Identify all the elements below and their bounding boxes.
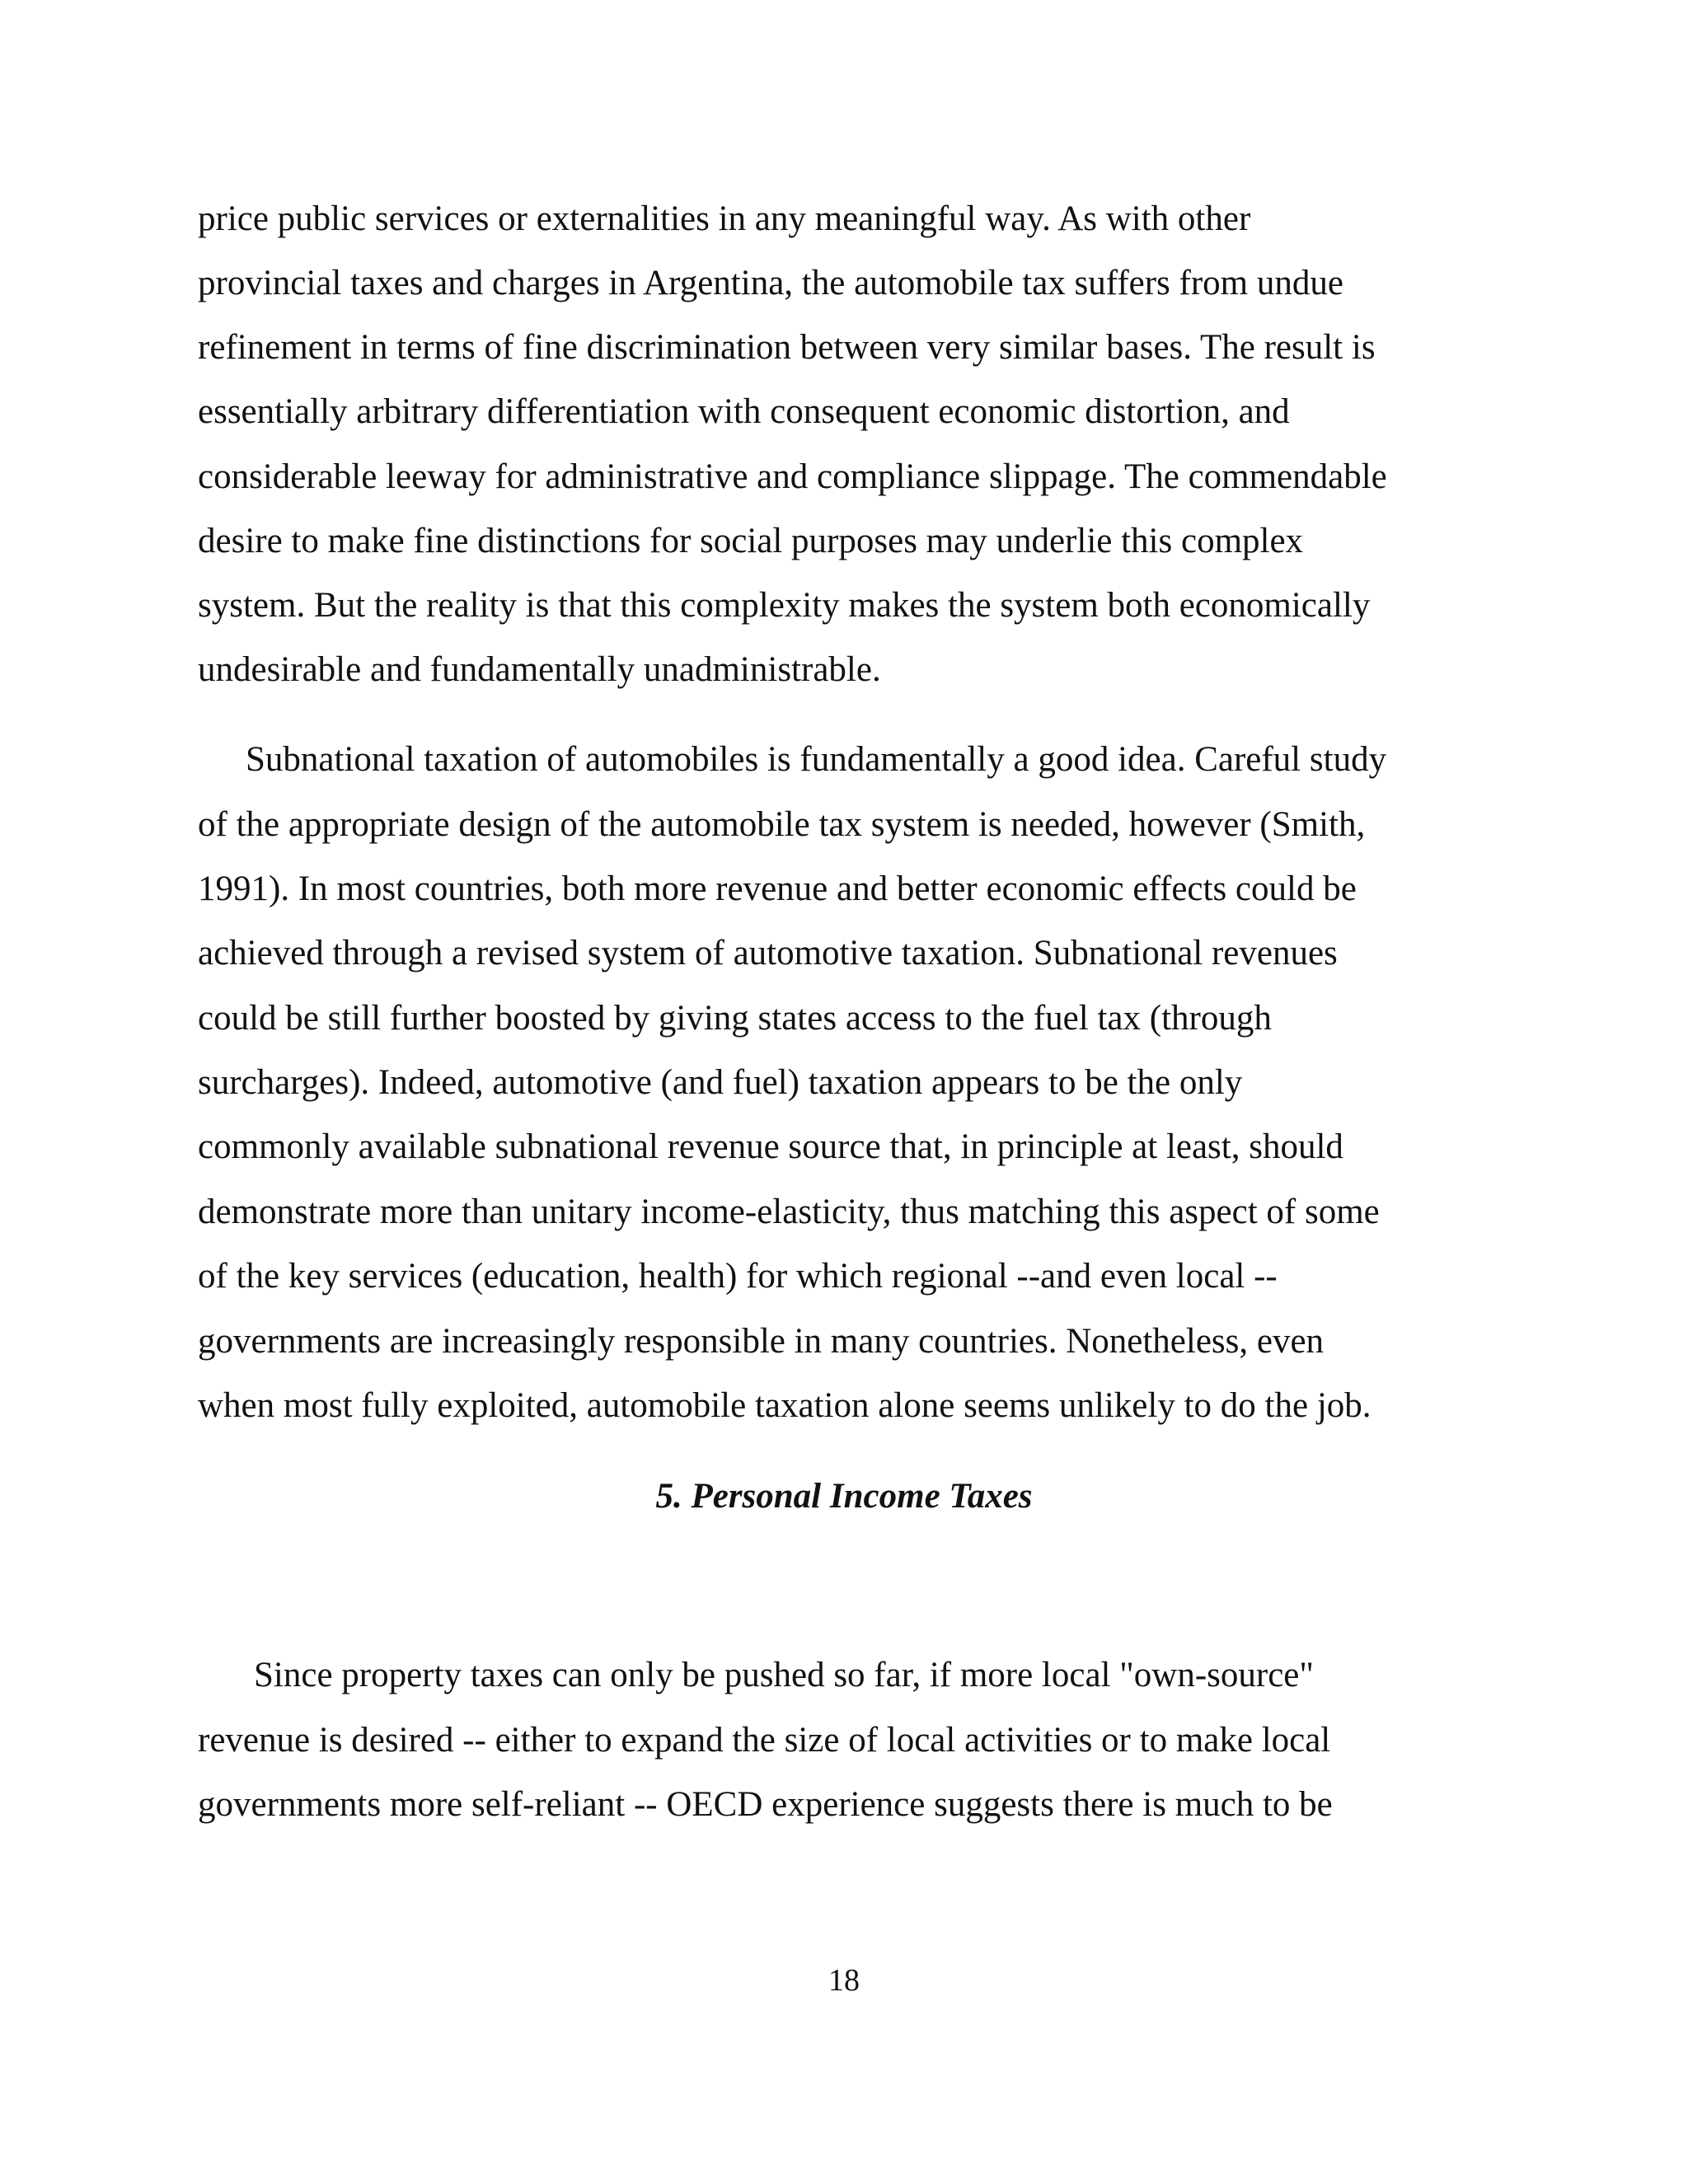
text-line: undesirable and fundamentally unadministrable. — [198, 650, 881, 689]
text-line: surcharges). Indeed, automotive (and fuel) taxation appears to be the only — [198, 1063, 1243, 1102]
text-line: price public services or externalities in any meaningful way. As with other — [198, 199, 1251, 238]
text-line: 1991). In most countries, both more revenue and better economic effects could be — [198, 869, 1357, 908]
text-line: Since property taxes can only be pushed so far, if more local "own-source" — [254, 1656, 1314, 1694]
text-line: governments more self-reliant -- OECD experience suggests there is much to be — [198, 1785, 1333, 1824]
text-line: when most fully exploited, automobile taxation alone seems unlikely to do the job. — [198, 1386, 1372, 1425]
text-line: of the key services (education, health) for which regional --and even local -- — [198, 1257, 1278, 1296]
text-line: governments are increasingly responsible in many countries. Nonetheless, even — [198, 1322, 1325, 1361]
section-heading: 5. Personal Income Taxes — [655, 1477, 1033, 1516]
text-line: commonly available subnational revenue source that, in principle at least, should — [198, 1127, 1343, 1166]
text-line: considerable leeway for administrative and compliance slippage. The commendable — [198, 457, 1387, 496]
text-line: desire to make fine distinctions for social purposes may underlie this complex — [198, 522, 1304, 560]
text-line: could be still further boosted by giving states access to the fuel tax (through — [198, 999, 1272, 1038]
text-line: system. But the reality is that this complexity makes the system both economically — [198, 586, 1371, 625]
text-line: essentially arbitrary differentiation with consequent economic distortion, and — [198, 392, 1290, 431]
text-line: demonstrate more than unitary income-elasticity, thus matching this aspect of some — [198, 1193, 1380, 1231]
page-number: 18 — [828, 1963, 860, 1998]
text-line: of the appropriate design of the automobile tax system is needed, however (Smith, — [198, 805, 1366, 844]
text-line: provincial taxes and charges in Argentina, the automobile tax suffers from undue — [198, 264, 1343, 302]
text-line: achieved through a revised system of automotive taxation. Subnational revenues — [198, 934, 1338, 972]
text-line: revenue is desired -- either to expand the size of local activities or to make local — [198, 1721, 1331, 1760]
text-line: refinement in terms of fine discrimination between very similar bases. The result is — [198, 328, 1376, 367]
text-line: Subnational taxation of automobiles is fundamentally a good idea. Careful study — [246, 740, 1387, 779]
